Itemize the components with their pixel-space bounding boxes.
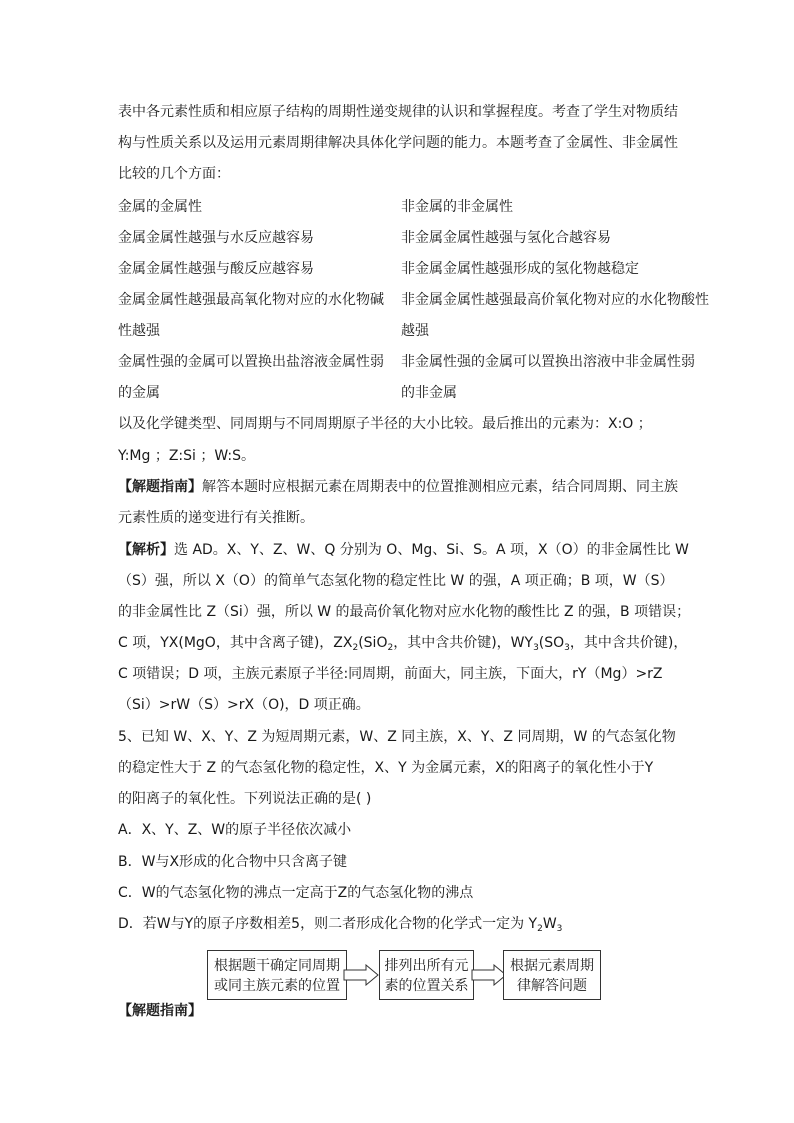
guide-text: 解答本题时应根据元素在周期表中的位置推测相应元素，结合同周期、同主族 — [202, 479, 678, 495]
compare-left-4: 性越强 — [118, 323, 160, 339]
question-line-2: 的稳定性大于 Z 的气态氢化物的稳定性，X、Y 为金属元素，X的阳离子的氧化性小于Y — [118, 760, 654, 776]
analysis-text: 选 AD。X、Y、Z、W、Q 分别为 O、Mg、Si、S。A 项，X（O）的非金属性比 W — [174, 542, 689, 558]
compare-left-6: 的金属 — [118, 385, 160, 401]
option-c: C．W的气态氢化物的沸点一定高于Z的气态氢化物的沸点 — [118, 885, 474, 901]
compare-left-5: 金属性强的金属可以置换出盐溶液金属性弱 — [118, 354, 384, 370]
analysis-line-3: 的非金属性比 Z（Si）强，所以 W 的最高价氧化物对应水化物的酸性比 Z 的强，B 项错误； — [118, 604, 691, 620]
flow-box-2: 排列出所有元 素的位置关系 — [379, 950, 474, 1000]
flow-box-3: 根据元素周期 律解答问题 — [503, 950, 601, 1000]
compare-left-1: 金属金属性越强与水反应越容易 — [118, 230, 314, 246]
question-line-1: 5、已知 W、X、Y、Z 为短周期元素，W、Z 同主族，X、Y、Z 同周期，W 的气态氢化物 — [118, 729, 676, 745]
compare-left-2: 金属金属性越强与酸反应越容易 — [118, 261, 314, 277]
guide-line-1 — [118, 477, 678, 497]
guide-label-2: 【解题指南】 — [118, 1003, 202, 1019]
intro-line-3: 比较的几个方面： — [118, 166, 230, 182]
option-a: A．X、Y、Z、W的原子半径依次减小 — [118, 822, 352, 838]
compare-right-2: 非金属金属性越强形成的氢化物越稳定 — [401, 261, 639, 277]
analysis-line-2: （S）强，所以 X（O）的简单气态氢化物的稳定性比 W 的强，A 项正确；B 项，W（S） — [118, 573, 674, 589]
analysis-line-4: C 项，YX(MgO，其中含离子键)，$ZX_2(SiO_2$，其中含共价键)，$WY_3(SO_3$，其中含共价键)， — [118, 635, 688, 653]
guide-label: 【解题指南】 — [118, 479, 202, 495]
flowchart — [207, 950, 603, 1002]
compare-right-4: 越强 — [401, 323, 429, 339]
option-b: B．W与X形成的化合物中只含离子键 — [118, 854, 348, 870]
intro-line-1: 表中各元素性质和相应原子结构的周期性递变规律的认识和掌握程度。考查了学生对物质结 — [118, 104, 678, 120]
compare-right-5: 非金属性强的金属可以置换出溶液中非金属性弱 — [401, 354, 695, 370]
compare-right-0: 非金属的非金属性 — [401, 199, 513, 215]
compare-left-3: 金属金属性越强最高氧化物对应的水化物碱 — [118, 292, 384, 308]
question-line-3: 的阳离子的氧化性。下列说法正确的是( ) — [118, 791, 372, 807]
analysis-line-6: （Si）>rW（S）>rX（O)，D 项正确。 — [118, 697, 370, 713]
compare-left-0: 金属的金属性 — [118, 199, 202, 215]
compare-right-3: 非金属金属性越强最高价氧化物对应的水化物酸性 — [401, 292, 709, 308]
guide-line-2: 元素性质的递变进行有关推断。 — [118, 510, 314, 526]
analysis-line-5: C 项错误；D 项，主族元素原子半径:同周期，前面大，同主族，下面大，rY（Mg）>rZ — [118, 666, 663, 682]
flow-box-1: 根据题干确定同周期 或同主族元素的位置 — [207, 950, 347, 1000]
conclusion-line-1: 以及化学键类型、同周期与不同周期原子半径的大小比较。最后推出的元素为：X:O ； — [118, 416, 652, 432]
compare-right-6: 的非金属 — [401, 385, 457, 401]
conclusion-line-2: Y:Mg ；Z:Si ；W:S。 — [118, 448, 255, 464]
arrow-right-icon — [342, 964, 380, 986]
compare-right-1: 非金属金属性越强与氢化合越容易 — [401, 230, 611, 246]
intro-line-2: 构与性质关系以及运用元素周期律解决具体化学问题的能力。本题考查了金属性、非金属性 — [118, 135, 678, 151]
option-d: D．若W与Y的原子序数相差5，则二者形成化合物的化学式一定为 $Y_2W_3$ — [118, 916, 563, 934]
analysis-line-1 — [118, 540, 689, 560]
analysis-label: 【解析】 — [118, 542, 174, 558]
